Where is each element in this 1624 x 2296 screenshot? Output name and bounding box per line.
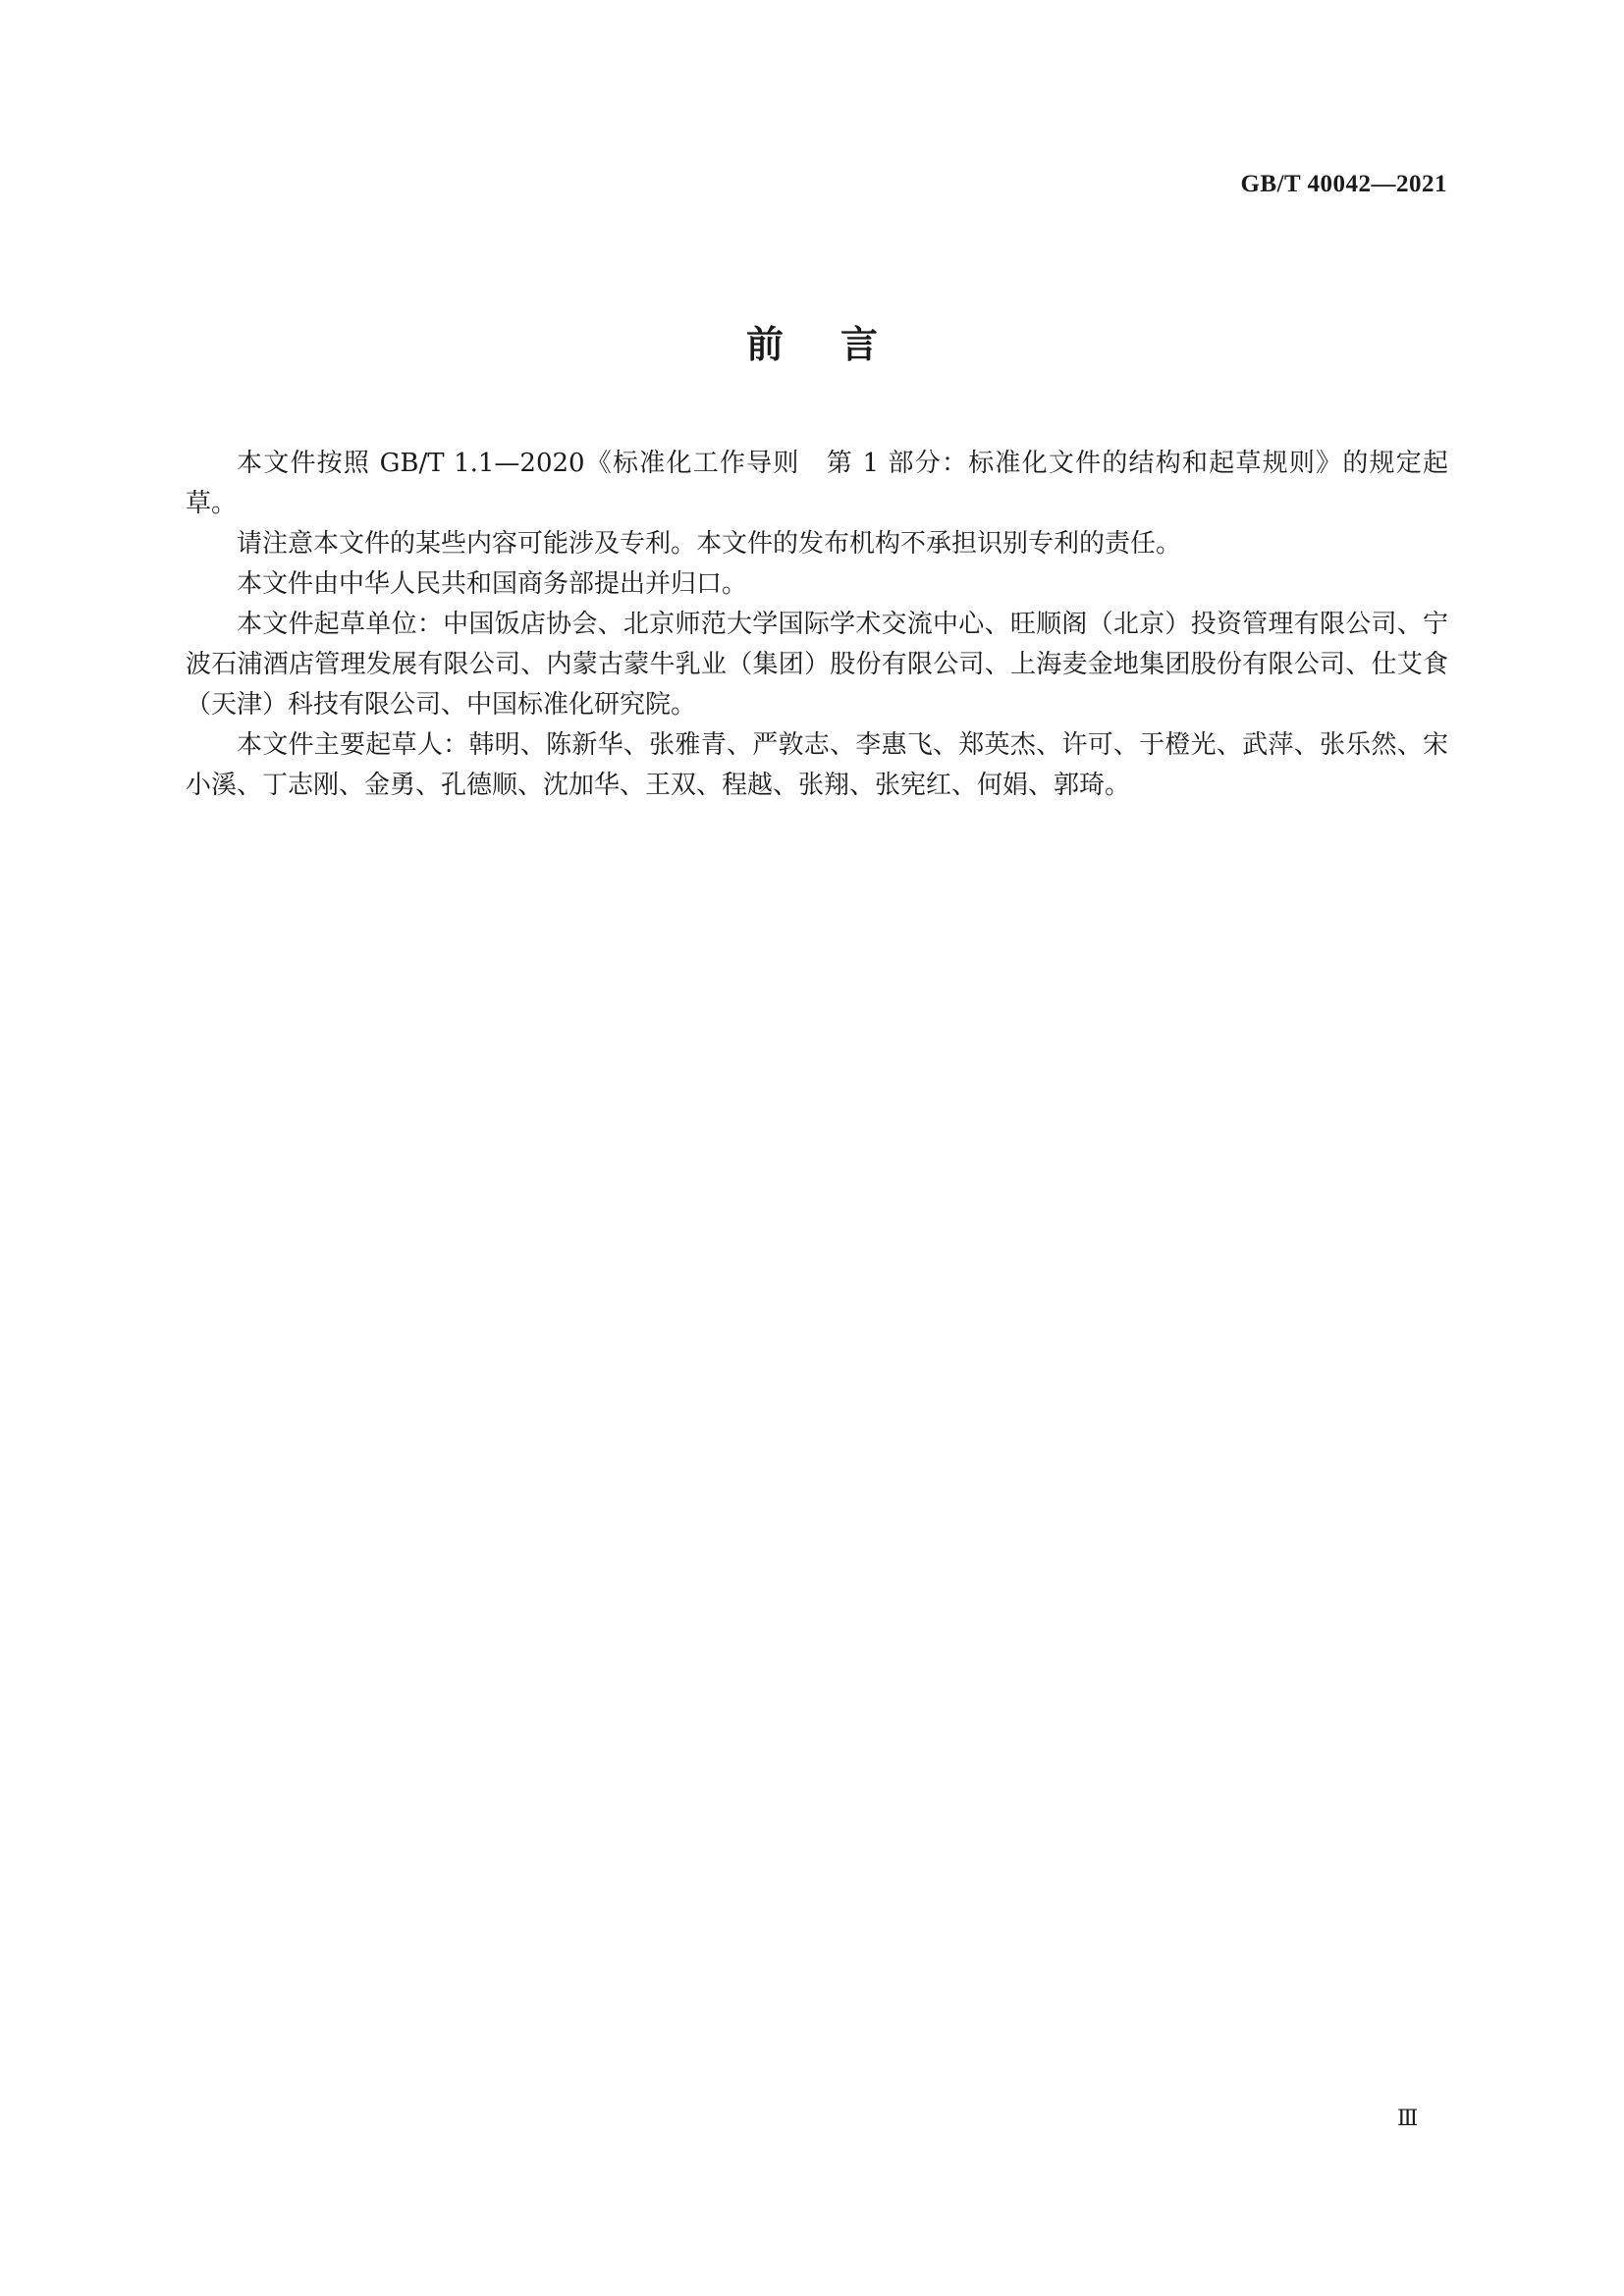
paragraph-drafting-rules: 本文件按照 GB/T 1.1—2020《标准化工作导则 第 1 部分：标准化文件的结构和起草规则》的规定起草。 — [186, 449, 1448, 518]
paragraph-drafting-units: 本文件起草单位：中国饭店协会、北京师范大学国际学术交流中心、旺顺阁（北京）投资管理有限公司、宁波石浦酒店管理发展有限公司、内蒙古蒙牛乳业（集团）股份有限公司、上海麦金地集团股份有限公司、仕艾食（天津）科技有限公司、中国标准化研究院。 — [186, 610, 1448, 720]
paragraph-drafters: 本文件主要起草人：韩明、陈新华、张雅青、严敦志、李惠飞、郑英杰、许可、于橙光、武萍、张乐然、宋小溪、丁志刚、金勇、孔德顺、沈加华、王双、程越、张翔、张宪红、何娟、郭琦。 — [186, 730, 1448, 800]
standard-number: GB/T 40042—2021 — [1240, 171, 1447, 197]
page-number: Ⅲ — [1397, 2106, 1419, 2130]
foreword-body — [186, 444, 1448, 806]
paragraph-patent-notice: 请注意本文件的某些内容可能涉及专利。本文件的发布机构不承担识别专利的责任。 — [237, 529, 1182, 559]
page-title: 前言 — [745, 323, 935, 366]
paragraph-proposer: 本文件由中华人民共和国商务部提出并归口。 — [237, 569, 748, 599]
